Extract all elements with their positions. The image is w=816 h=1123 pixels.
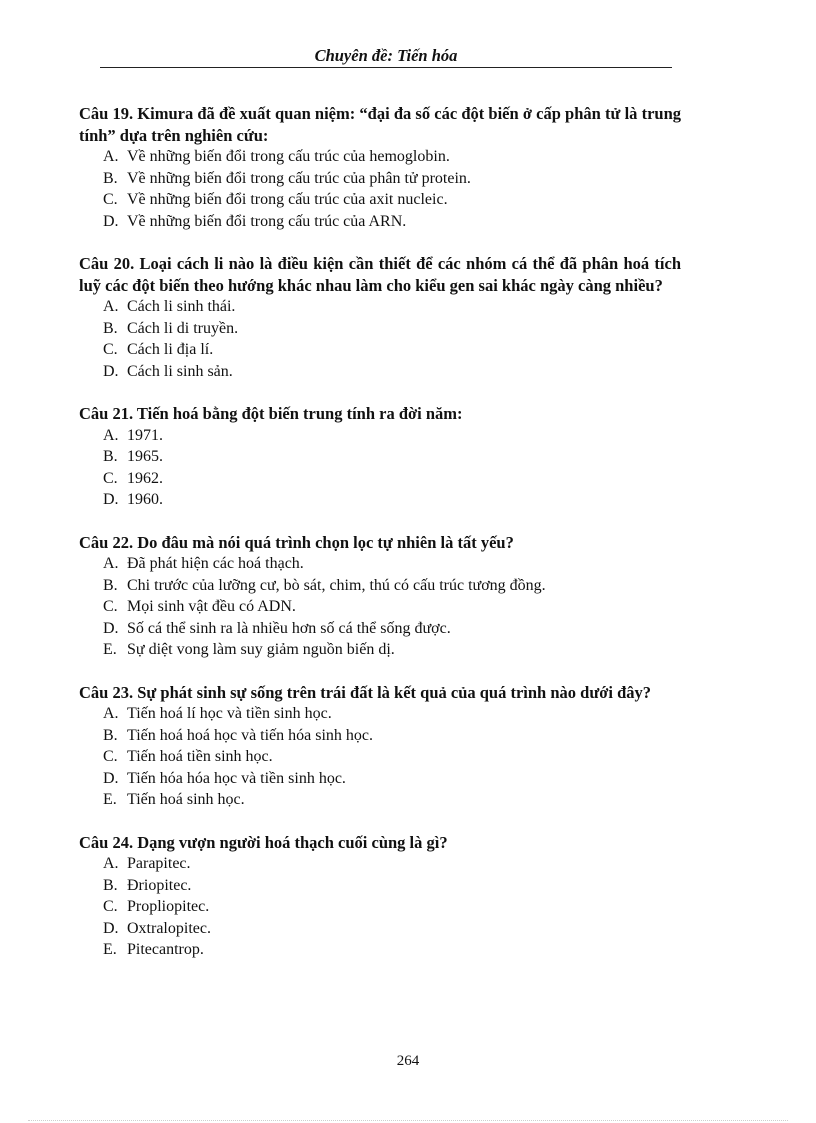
- question-block: [79, 103, 681, 232]
- option-letter: D.: [103, 362, 119, 380]
- option-text: Về những biến đổi trong cấu trúc của hemoglobin.: [127, 148, 450, 165]
- option-letter: C.: [103, 598, 118, 615]
- option-text: 1971.: [127, 426, 163, 444]
- answer-option: [103, 725, 681, 747]
- answer-options: [79, 703, 681, 811]
- option-letter: A.: [103, 855, 119, 872]
- option-text: Đã phát hiện các hoá thạch.: [127, 555, 304, 572]
- answer-option: [103, 639, 681, 661]
- question-stem: Câu 23. Sự phát sinh sự sống trên trái đất là kết quả của quá trình nào dưới đây?: [79, 682, 652, 702]
- answer-option: [103, 746, 681, 768]
- answer-option: [103, 425, 681, 447]
- answer-option: [103, 596, 681, 618]
- question-stem: Câu 20. Loại cách li nào là điều kiện cần thiết để các nhóm cá thể đã phân hoá tích luỹ các đột biến theo hướng khác nhau làm cho kiểu gen sai khác ngày càng nhiều?: [79, 254, 681, 295]
- option-text: Pitecantrop.: [127, 941, 204, 958]
- option-text: Oxtralopitec.: [127, 919, 211, 937]
- answer-option: [103, 896, 681, 918]
- option-text: Cách li sinh thái.: [127, 298, 236, 315]
- option-text: 1962.: [127, 469, 163, 487]
- answer-option: [103, 768, 681, 790]
- option-letter: B.: [103, 169, 118, 187]
- answer-options: [79, 146, 681, 232]
- answer-option: [103, 618, 681, 640]
- answer-option: [103, 468, 681, 490]
- answer-options: [79, 853, 681, 961]
- option-text: Về những biến đổi trong cấu trúc của ARN.: [127, 212, 407, 230]
- option-text: Số cá thể sinh ra là nhiều hơn số cá thể sống được.: [127, 619, 451, 637]
- option-text: Mọi sinh vật đều có ADN.: [127, 598, 296, 615]
- answer-options: [79, 553, 681, 661]
- option-text: Về những biến đổi trong cấu trúc của phân tử protein.: [127, 169, 471, 187]
- question-list: [79, 103, 681, 982]
- answer-option: [103, 318, 681, 340]
- option-letter: D.: [103, 619, 119, 637]
- option-text: Đriopitec.: [127, 876, 192, 894]
- option-text: Tiến hoá tiền sinh học.: [127, 748, 273, 765]
- option-text: Tiến hoá sinh học.: [127, 791, 245, 808]
- answer-option: [103, 446, 681, 468]
- option-text: Về những biến đổi trong cấu trúc của axit nucleic.: [127, 191, 448, 208]
- answer-option: [103, 939, 681, 961]
- option-letter: A.: [103, 148, 119, 165]
- answer-option: [103, 575, 681, 597]
- question-block: [79, 832, 681, 961]
- option-letter: A.: [103, 555, 119, 572]
- answer-option: [103, 361, 681, 383]
- option-letter: D.: [103, 491, 119, 508]
- question-block: [79, 403, 681, 511]
- page-bottom-divider: [28, 1120, 788, 1121]
- answer-option: [103, 703, 681, 725]
- option-letter: E.: [103, 791, 117, 808]
- option-text: Tiến hoá hoá học và tiến hóa sinh học.: [127, 726, 374, 744]
- option-text: Parapitec.: [127, 855, 191, 872]
- answer-option: [103, 168, 681, 190]
- option-letter: B.: [103, 448, 118, 465]
- answer-option: [103, 789, 681, 811]
- option-text: Cách li di truyền.: [127, 319, 239, 337]
- option-letter: B.: [103, 319, 118, 337]
- answer-options: [79, 425, 681, 511]
- option-text: Chi trước của lưỡng cư, bò sát, chim, thú có cấu trúc tương đồng.: [127, 576, 546, 594]
- question-stem: Câu 24. Dạng vượn người hoá thạch cuối cùng là gì?: [79, 832, 448, 852]
- option-text: Cách li địa lí.: [127, 341, 214, 358]
- option-text: Sự diệt vong làm suy giảm nguồn biến dị.: [127, 641, 395, 658]
- answer-option: [103, 211, 681, 233]
- option-letter: A.: [103, 426, 119, 444]
- answer-option: [103, 489, 681, 511]
- option-letter: B.: [103, 576, 118, 594]
- option-letter: C.: [103, 341, 118, 358]
- option-text: Tiến hoá lí học và tiền sinh học.: [127, 705, 332, 722]
- answer-option: [103, 296, 681, 318]
- option-letter: C.: [103, 469, 118, 487]
- option-letter: B.: [103, 726, 118, 744]
- option-letter: D.: [103, 919, 119, 937]
- option-letter: C.: [103, 191, 118, 208]
- answer-option: [103, 339, 681, 361]
- question-block: [79, 682, 681, 811]
- question-stem: Câu 22. Do đâu mà nói quá trình chọn lọc tự nhiên là tất yếu?: [79, 532, 514, 552]
- question-stem: Câu 19. Kimura đã đề xuất quan niệm: “đại đa số các đột biến ở cấp phân tử là trung tính” dựa trên nghiên cứu:: [79, 104, 681, 145]
- option-letter: A.: [103, 705, 119, 722]
- option-letter: C.: [103, 898, 118, 915]
- option-letter: C.: [103, 748, 118, 765]
- option-text: Tiến hóa hóa học và tiền sinh học.: [127, 769, 346, 787]
- question-stem: Câu 21. Tiến hoá bằng đột biến trung tính ra đời năm:: [79, 404, 463, 423]
- option-letter: D.: [103, 212, 119, 230]
- page-header-title: Chuyên đề: Tiến hóa: [100, 46, 672, 68]
- question-block: [79, 532, 681, 661]
- option-letter: B.: [103, 876, 118, 894]
- option-letter: E.: [103, 641, 117, 658]
- option-letter: D.: [103, 769, 119, 787]
- answer-option: [103, 853, 681, 875]
- answer-option: [103, 146, 681, 168]
- answer-option: [103, 189, 681, 211]
- answer-options: [79, 296, 681, 382]
- option-text: Propliopitec.: [127, 898, 210, 915]
- answer-option: [103, 875, 681, 897]
- question-block: [79, 253, 681, 382]
- page-number: 264: [396, 1053, 420, 1069]
- answer-option: [103, 553, 681, 575]
- option-letter: A.: [103, 298, 119, 315]
- option-text: Cách li sinh sản.: [127, 362, 233, 380]
- option-letter: E.: [103, 941, 117, 958]
- answer-option: [103, 918, 681, 940]
- option-text: 1960.: [127, 491, 163, 508]
- option-text: 1965.: [127, 448, 163, 465]
